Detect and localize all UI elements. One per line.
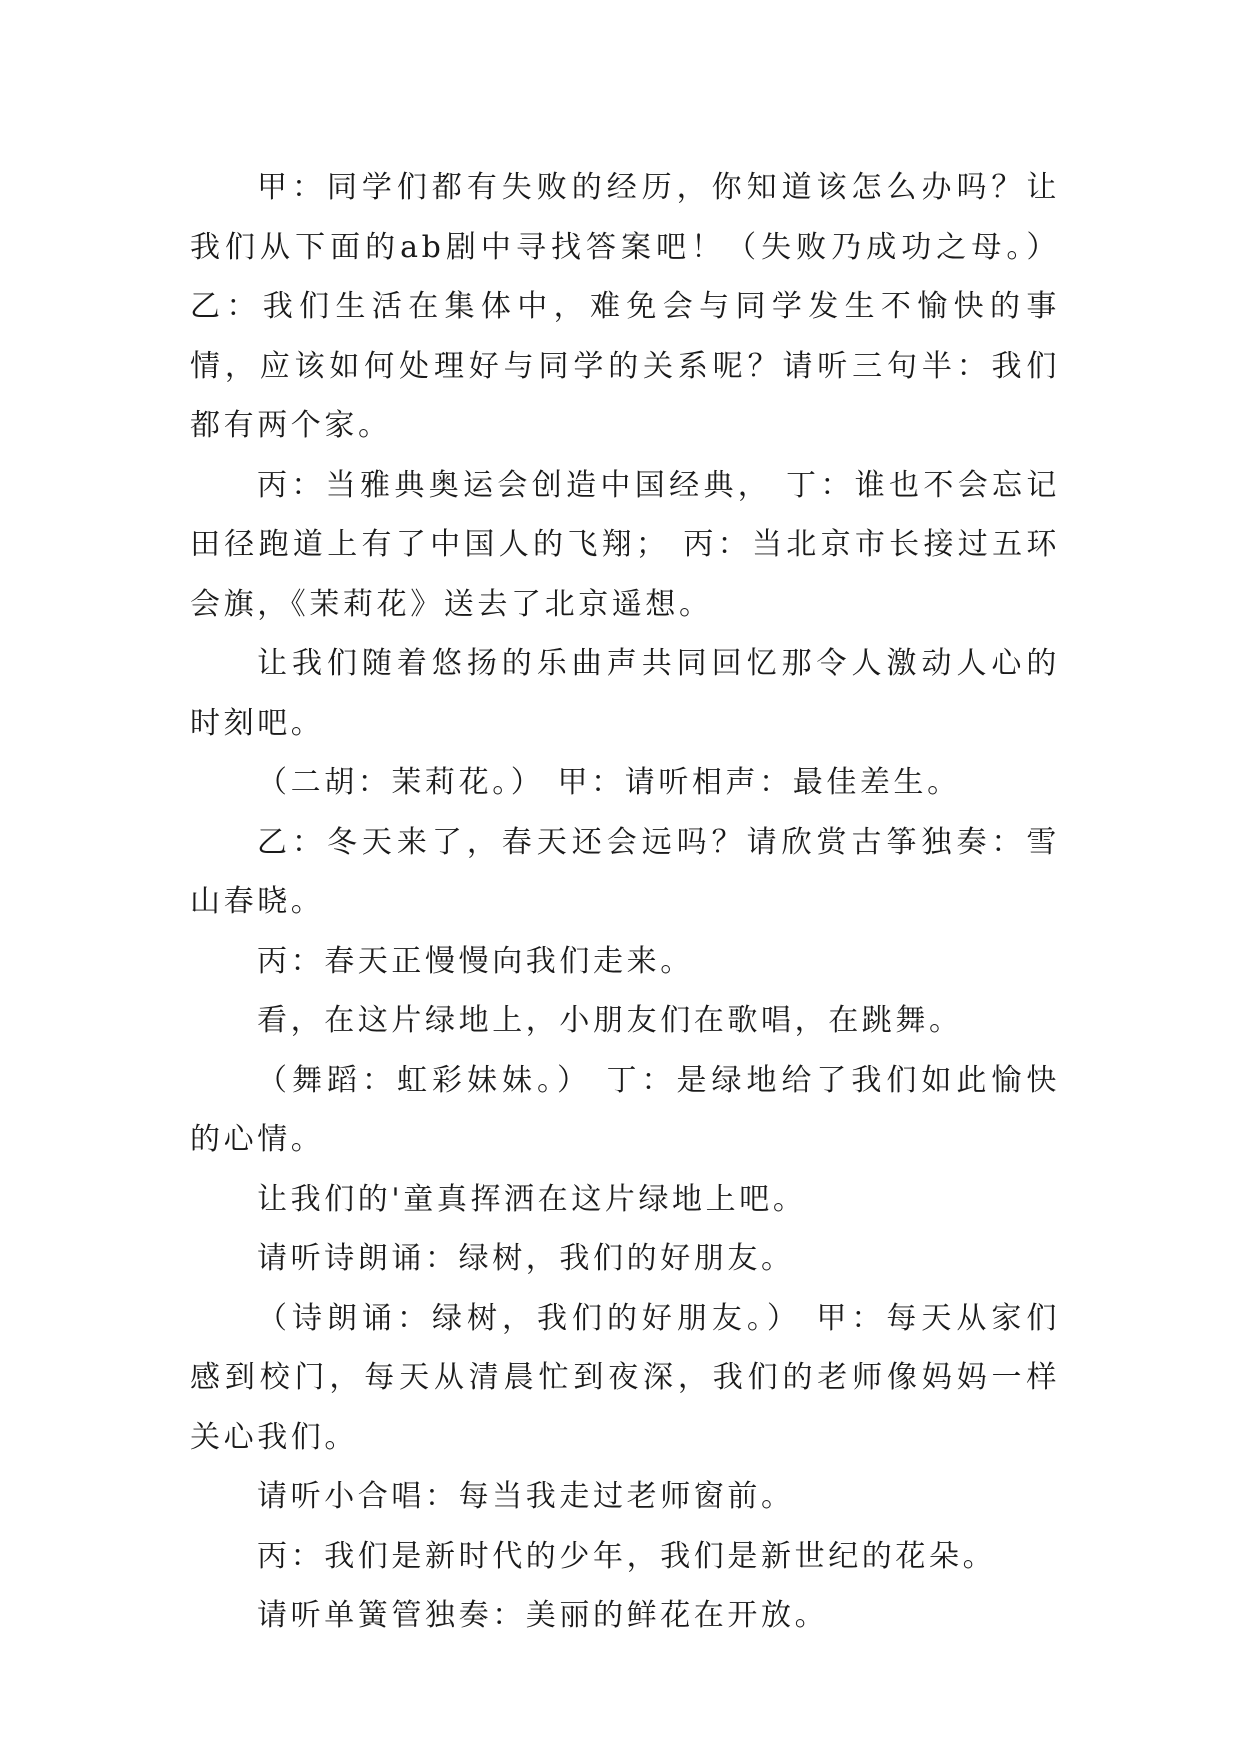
- paragraph: （诗朗诵：绿树，我们的好朋友。） 甲：每天从家们感到校门，每天从清晨忙到夜深，我们的老师像妈妈一样关心我们。: [190, 1300, 1060, 1455]
- paragraph: 请听小合唱：每当我走过老师窗前。: [257, 1479, 795, 1514]
- paragraph: 请听单簧管独奏：美丽的鲜花在开放。: [257, 1598, 829, 1633]
- paragraph: （舞蹈：虹彩妹妹。） 丁：是绿地给了我们如此愉快的心情。: [190, 1062, 1060, 1157]
- document-body: [190, 158, 1074, 1646]
- paragraph: （二胡：茉莉花。） 甲：请听相声：最佳差生。: [257, 765, 961, 800]
- paragraph: 甲：同学们都有失败的经历，你知道该怎么办吗？让我们从下面的ab剧中寻找答案吧！（失败乃成功之母。） 乙：我们生活在集体中，难免会与同学发生不愉快的事情，应该如何处理好与同学的关系呢？请听三句半：我们都有两个家。: [190, 170, 1074, 443]
- paragraph: 丙：春天正慢慢向我们走来。: [257, 943, 694, 979]
- paragraph: 请听诗朗诵：绿树，我们的好朋友。: [257, 1241, 795, 1276]
- paragraph: 让我们的'童真挥洒在这片绿地上吧。: [257, 1181, 807, 1217]
- paragraph: 丙：当雅典奥运会创造中国经典， 丁：谁也不会忘记田径跑道上有了中国人的飞翔； 丙：当北京市长接过五环会旗，《茉莉花》送去了北京遥想。: [190, 467, 1060, 622]
- paragraph: 丙：我们是新时代的少年，我们是新世纪的花朵。: [257, 1538, 997, 1574]
- paragraph: 让我们随着悠扬的乐曲声共同回忆那令人激动人心的时刻吧。: [190, 646, 1060, 741]
- paragraph: 乙：冬天来了，春天还会远吗？请欣赏古筝独奏：雪山春晓。: [190, 824, 1060, 919]
- paragraph: 看，在这片绿地上，小朋友们在歌唱，在跳舞。: [257, 1003, 963, 1038]
